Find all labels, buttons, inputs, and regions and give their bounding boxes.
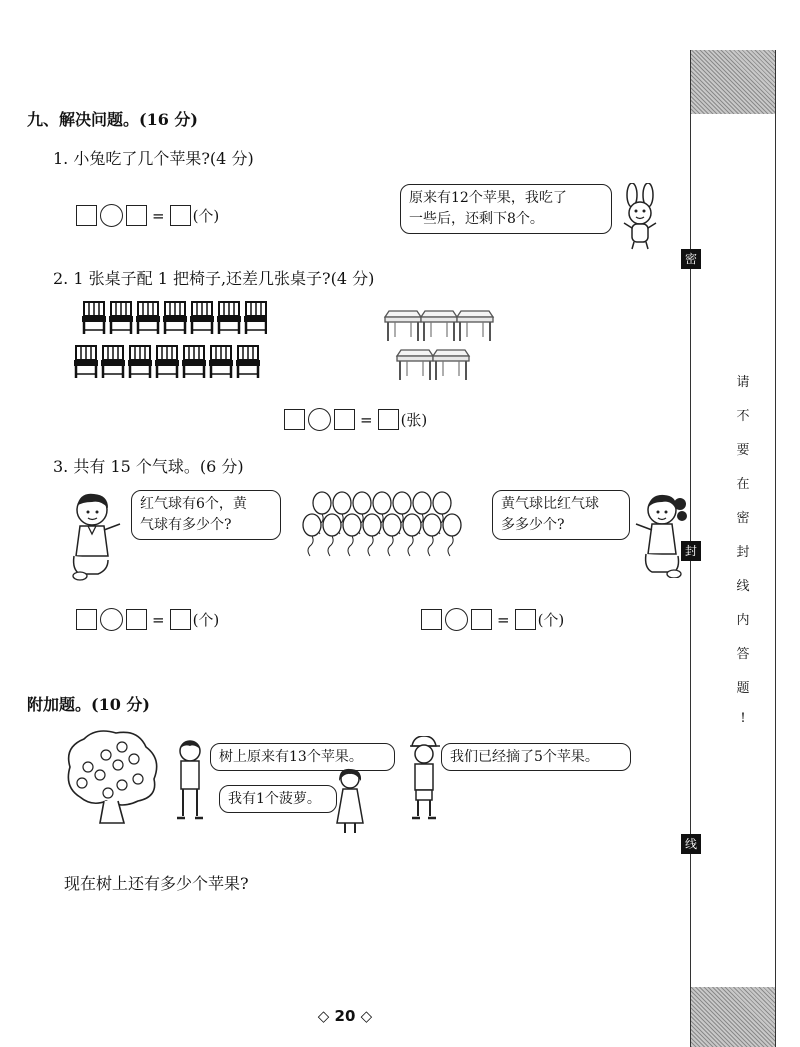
notice-char: 题 — [736, 681, 750, 696]
balloon — [343, 514, 361, 556]
boy-speech-bubble — [131, 490, 281, 540]
answer-box[interactable] — [378, 409, 399, 430]
answer-box[interactable] — [126, 205, 147, 226]
answer-box[interactable] — [284, 409, 305, 430]
q3-formula-right — [421, 608, 564, 631]
page-number: ◇ 20 ◇ — [317, 1007, 373, 1025]
operator-circle[interactable] — [100, 608, 123, 631]
answer-box[interactable] — [170, 205, 191, 226]
q2-formula — [284, 408, 427, 431]
equals-sign: = — [152, 610, 165, 629]
bubble-line: 原来有12个苹果，我吃了 — [409, 190, 567, 206]
rabbit-illustration — [610, 183, 670, 251]
balloon — [323, 514, 341, 556]
operator-circle[interactable] — [308, 408, 331, 431]
answer-box[interactable] — [421, 609, 442, 630]
q3-formula-left — [76, 608, 219, 631]
girl-speech-bubble — [492, 490, 630, 540]
notice-char: 答 — [736, 647, 750, 662]
kid-illustration-1 — [172, 738, 208, 822]
kid1-speech-bubble: 树上原来有13个苹果。 — [210, 743, 395, 771]
chairs-illustration — [72, 300, 267, 384]
operator-circle[interactable] — [445, 608, 468, 631]
rabbit-speech-bubble — [400, 184, 612, 234]
seal-mark-top: 密 — [681, 249, 701, 269]
bubble-line: 一些后，还剩下8个。 — [409, 211, 544, 227]
notice-char: 请 — [736, 375, 750, 390]
apple-tree-illustration — [60, 727, 165, 827]
unit-label: (张) — [400, 411, 428, 429]
notice-char: 封 — [736, 545, 750, 560]
answer-box[interactable] — [76, 609, 97, 630]
section-title: 九、解决问题。(16 分) — [27, 110, 198, 129]
bubble-line: 红气球有6个，黄 — [140, 496, 247, 512]
bubble-line: 多多少个? — [501, 517, 565, 533]
notice-char: 不 — [736, 409, 750, 424]
equals-sign: = — [497, 610, 510, 629]
balloon — [423, 514, 441, 556]
notice-char: 在 — [736, 477, 750, 492]
answer-box[interactable] — [76, 205, 97, 226]
notice-char: 线 — [736, 579, 750, 594]
balloons-illustration — [290, 485, 480, 560]
seal-margin-sidebar — [684, 50, 776, 1047]
boy-with-cap-illustration — [406, 736, 442, 822]
desks-illustration — [383, 308, 498, 388]
boy-illustration — [68, 490, 130, 582]
bonus-question: 现在树上还有多少个苹果? — [64, 874, 249, 893]
notice-char: 内 — [736, 613, 750, 628]
girl2-illustration — [333, 767, 367, 837]
equals-sign: = — [152, 206, 165, 225]
unit-label: (个) — [537, 611, 565, 629]
answer-box[interactable] — [515, 609, 536, 630]
bonus-title: 附加题。(10 分) — [27, 695, 150, 714]
balloon — [383, 514, 401, 556]
notice-char: ! — [740, 711, 746, 726]
operator-circle[interactable] — [100, 204, 123, 227]
equals-sign: = — [360, 410, 373, 429]
balloon — [303, 514, 321, 556]
question-2: 2. 1 张桌子配 1 把椅子,还差几张桌子?(4 分) — [53, 269, 375, 288]
bubble-line: 黄气球比红气球 — [501, 496, 599, 512]
balloon — [403, 514, 421, 556]
unit-label: (个) — [192, 611, 220, 629]
question-3: 3. 共有 15 个气球。(6 分) — [53, 457, 244, 476]
girl2-speech-bubble: 我有1个菠萝。 — [219, 785, 337, 813]
girl-illustration — [628, 490, 690, 578]
sidebar-top-pattern — [691, 50, 775, 114]
seal-mark-middle: 封 — [681, 541, 701, 561]
answer-box[interactable] — [170, 609, 191, 630]
seal-mark-bottom: 线 — [681, 834, 701, 854]
unit-label: (个) — [192, 207, 220, 225]
sidebar-bottom-pattern — [691, 987, 775, 1047]
boy-cap-speech-bubble: 我们已经摘了5个苹果。 — [441, 743, 631, 771]
answer-box[interactable] — [334, 409, 355, 430]
balloon — [363, 514, 381, 556]
balloon — [443, 514, 461, 556]
answer-box[interactable] — [126, 609, 147, 630]
q1-formula — [76, 204, 219, 227]
notice-char: 密 — [736, 511, 750, 526]
bubble-line: 气球有多少个? — [140, 517, 232, 533]
question-1: 1. 小兔吃了几个苹果?(4 分) — [53, 149, 254, 168]
notice-char: 要 — [736, 443, 750, 458]
answer-box[interactable] — [471, 609, 492, 630]
